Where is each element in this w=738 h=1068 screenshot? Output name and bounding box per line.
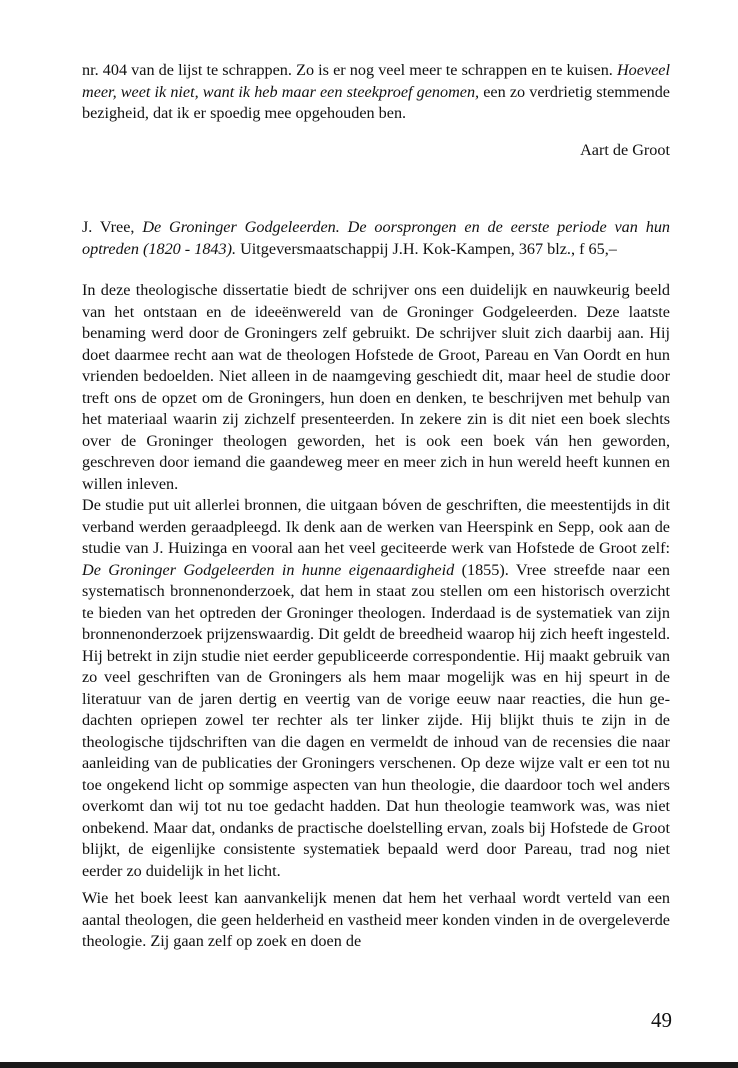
- review-author: J. Vree,: [82, 218, 143, 236]
- body-paragraph-2: [82, 495, 670, 882]
- opening-text-plain-end: een zo verdrietig stemmende bezigheid, dat ik er spoedig mee opgehouden ben.: [82, 82, 670, 122]
- opening-text-plain: nr. 404 van de lijst te schrappen. Zo is er nog veel meer te schrappen en te kuisen.: [82, 61, 617, 79]
- body-paragraph-2-start: De studie put uit allerlei bronnen, die uitgaan bóven de geschriften, die meestentijds in dit verband werden geraadpleegd. Ik denk aan de werken van Heerspink en Sepp, ook aan de studie van J. Huizinga en vooral aan het veel geciteerde werk van Hofstede de Groot zelf:: [82, 496, 670, 557]
- signature: Aart de Groot: [580, 140, 670, 159]
- review-title: De Groninger Godgeleerden. De oorsprongen en de eerste periode van hun optreden (1820 - 1843).: [82, 218, 671, 258]
- page-number: 49: [651, 1008, 672, 1032]
- body-paragraph-1: In deze theologische dissertatie biedt de schrijver ons een duidelijk en nauwkeurig beeld van het ontstaan en de ideeënwereld van de Groninger Godgeleerden. Deze laatste benaming werd door de Groningers zelf gebruikt. De schrijver sluit zich daarbij aan. Hij doet daarmee recht aan wat de theologen Hofstede de Groot, Pareau en Van Oordt en hun vrienden bedoelden. Niet alleen in de naamgeving geschiedt dit, maar heel de studie door treft ons de opzet om de Groningers, hun doen en denken, te beschrijven met behulp van het materiaal waarin zij zichzelf presenteerden. In zekere zin is dit niet een boek slechts over de Groninger theologen geworden, het is ook een boek ván hen geworden, geschreven door iemand die gaandeweg meer en meer zich in hun wereld heeft kunnen en willen inleven.: [82, 281, 670, 493]
- opening-paragraph: [82, 60, 670, 125]
- review-publication: Uitgeversmaatschappij J.H. Kok-Kampen, 367 blz., f 65,–: [236, 239, 617, 258]
- body-paragraph-3: Wie het boek leest kan aanvankelijk menen dat hem het verhaal wordt verteld van een aantal theologen, die geen helderheid en vastheid meer konden vinden in de overgeleverde theologie. Zij gaan zelf op zoek en doen de: [82, 889, 670, 950]
- review-body: [82, 280, 670, 953]
- bottom-border: [0, 1062, 738, 1068]
- review-citation: [82, 217, 670, 260]
- body-paragraph-2-italic: De Groninger Godgeleerden in hunne eigenaardigheid: [82, 560, 455, 579]
- page-content: [82, 60, 670, 953]
- body-paragraph-2-end: (1855). Vree streefde naar een systematisch bronnenonderzoek, dat hem in staat zou stellen om een historisch overzicht te bieden van het optreden der Groninger theologen. Inderdaad is de systematiek van zijn bronnenonderzoek prijzenswaardig. Dit geldt de breedheid waarop hij zich heeft ingesteld. Hij betrekt in zijn studie niet eerder gepubliceerde correspondentie. Hij maakt gebruik van zo veel geschriften van de Groningers als hem maar mogelijk was en hij speurt in de literatuur van de jaren dertig en veertig van de vorige eeuw naar reacties, die hun gedachten opriepen zowel ter rechter als ter linker zijde. Hij blijkt thuis te zijn in de theologische tijdschriften van die dagen en vermeldt de inhoud van de recensies die naar aanleiding van de publicaties der Groningers verschenen. Op deze wijze valt er een tot nu toe ongekend licht op sommige aspecten van hun theologie, die daardoor toch wel anders overkomt dan wij tot nu toe gedacht hadden. Dat hun theologie teamwork was, was niet onbekend. Maar dat, ondanks de practische doelstelling ervan, zoals bij Hofstede de Groot blijkt, de eigenlijke consistente systematiek bepaald werd door Pareau, trad nog niet eerder zo duidelijk in het licht.: [82, 560, 670, 880]
- opening-text-italic: Hoeveel meer, weet ik niet, want ik heb maar een steekproef genomen,: [82, 61, 670, 101]
